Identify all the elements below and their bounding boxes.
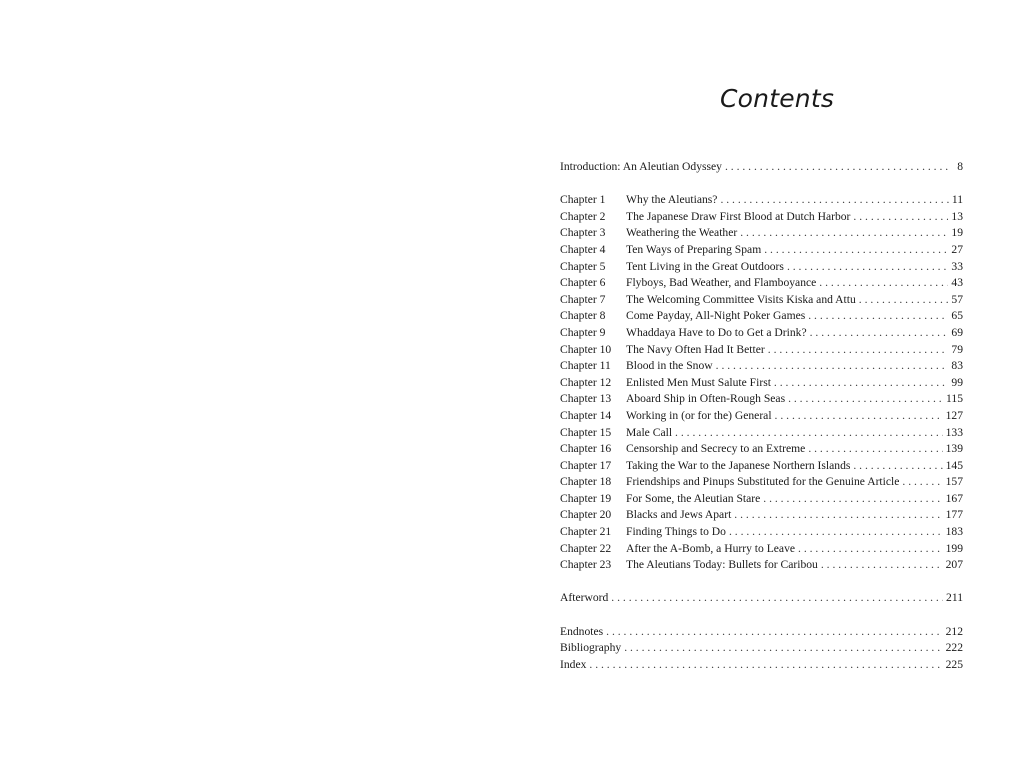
- chapter-title: Working in (or for the) General: [626, 408, 772, 422]
- toc-entry-chapter: [560, 474, 963, 491]
- dot-leader: [788, 391, 943, 408]
- toc-entry-chapter: [560, 408, 963, 425]
- dot-leader: [810, 325, 949, 342]
- dot-leader: [763, 491, 942, 508]
- toc-entry-chapter: [560, 524, 963, 541]
- chapter-label: Chapter 10: [560, 342, 612, 356]
- chapter-label: Chapter 13: [560, 392, 612, 406]
- chapter-label: Chapter 22: [560, 541, 612, 555]
- toc-entry-chapter: [560, 192, 963, 209]
- chapter-label: Chapter 4: [560, 242, 606, 256]
- dot-leader: [768, 342, 949, 359]
- toc-entry-chapter: [560, 358, 963, 375]
- chapter-title: Flyboys, Bad Weather, and Flamboyance: [626, 276, 817, 290]
- chapter-title: Blacks and Jews Apart: [626, 508, 732, 522]
- chapter-label: Chapter 21: [560, 525, 612, 539]
- chapter-label: Chapter 12: [560, 375, 612, 389]
- chapter-title: Come Payday, All-Night Poker Games: [626, 309, 806, 323]
- toc-entry-title: Afterword: [560, 591, 609, 605]
- dot-leader: [716, 358, 949, 375]
- toc-entry-back-matter: [560, 640, 963, 657]
- dot-leader: [720, 192, 948, 209]
- chapter-label: Chapter 18: [560, 475, 612, 489]
- chapter-title: Tent Living in the Great Outdoors: [626, 259, 784, 273]
- dot-leader: [902, 474, 942, 491]
- chapter-title: Finding Things to Do: [626, 525, 726, 539]
- chapter-title: For Some, the Aleutian Stare: [626, 491, 761, 505]
- toc-entry-chapter: [560, 375, 963, 392]
- toc-entry-chapter: [560, 308, 963, 325]
- chapter-title: Whaddaya Have to Do to Get a Drink?: [626, 325, 807, 339]
- toc-entry-chapter: [560, 391, 963, 408]
- toc-entry-chapter: [560, 209, 963, 226]
- toc-entry-chapter: [560, 242, 963, 259]
- toc-entry-chapter: [560, 491, 963, 508]
- dot-leader: [774, 375, 948, 392]
- chapter-page: 133: [945, 425, 963, 439]
- chapter-label: Chapter 14: [560, 408, 612, 422]
- dot-leader: [819, 275, 948, 292]
- dot-leader: [808, 441, 942, 458]
- toc-entry-chapter: [560, 557, 963, 574]
- chapter-label: Chapter 9: [560, 325, 606, 339]
- chapter-title: Enlisted Men Must Salute First: [626, 375, 771, 389]
- chapter-label: Chapter 20: [560, 508, 612, 522]
- chapter-title: The Japanese Draw First Blood at Dutch Harbor: [626, 209, 851, 223]
- dot-leader: [821, 557, 943, 574]
- chapter-page: 177: [945, 508, 963, 522]
- chapter-label: Chapter 3: [560, 226, 606, 240]
- dot-leader: [606, 624, 942, 641]
- chapter-label: Chapter 19: [560, 491, 612, 505]
- back-matter-title: Bibliography: [560, 641, 622, 655]
- back-matter-page: 212: [945, 624, 963, 638]
- chapter-label: Chapter 15: [560, 425, 612, 439]
- back-matter-page: 225: [945, 657, 963, 671]
- table-of-contents: [560, 159, 963, 673]
- chapter-page: 83: [951, 359, 963, 373]
- page-title: Contents: [720, 84, 835, 113]
- back-matter-list: [560, 624, 963, 674]
- chapter-page: 79: [951, 342, 963, 356]
- right-page: [512, 0, 1024, 768]
- toc-entry-chapter: [560, 441, 963, 458]
- chapter-label: Chapter 23: [560, 558, 612, 572]
- dot-leader: [725, 159, 950, 176]
- chapter-page: 13: [951, 209, 963, 223]
- dot-leader: [853, 458, 942, 475]
- chapter-title: Ten Ways of Preparing Spam: [626, 242, 762, 256]
- chapter-title: Taking the War to the Japanese Northern Islands: [626, 458, 851, 472]
- chapter-page: 33: [951, 259, 963, 273]
- dot-leader: [589, 657, 942, 674]
- chapter-label: Chapter 7: [560, 292, 606, 306]
- chapter-page: 167: [945, 491, 963, 505]
- chapter-label: Chapter 17: [560, 458, 612, 472]
- dot-leader: [729, 524, 943, 541]
- chapter-page: 57: [951, 292, 963, 306]
- chapter-title: Male Call: [626, 425, 673, 439]
- chapter-title: Aboard Ship in Often-Rough Seas: [626, 392, 786, 406]
- toc-entry-chapter: [560, 342, 963, 359]
- chapter-page: 199: [945, 541, 963, 555]
- toc-entry-chapter: [560, 541, 963, 558]
- chapter-label: Chapter 11: [560, 359, 611, 373]
- dot-leader: [675, 425, 943, 442]
- toc-entry-page: 211: [946, 591, 963, 605]
- chapter-title: Censorship and Secrecy to an Extreme: [626, 442, 806, 456]
- dot-leader: [624, 640, 942, 657]
- chapter-page: 207: [945, 558, 963, 572]
- chapter-page: 127: [945, 408, 963, 422]
- toc-entry-chapter: [560, 259, 963, 276]
- chapter-page: 99: [951, 375, 963, 389]
- toc-entry-chapter: [560, 458, 963, 475]
- dot-leader: [808, 308, 948, 325]
- chapter-page: 139: [945, 442, 963, 456]
- chapter-page: 157: [945, 475, 963, 489]
- chapter-list: [560, 192, 963, 574]
- toc-entry-back-matter: [560, 624, 963, 641]
- dot-leader: [764, 242, 948, 259]
- toc-entry-page: 8: [957, 160, 963, 173]
- chapter-label: Chapter 2: [560, 209, 606, 223]
- chapter-page: 183: [945, 525, 963, 539]
- dot-leader: [859, 292, 949, 309]
- chapter-page: 27: [951, 242, 963, 256]
- chapter-page: 65: [951, 309, 963, 323]
- chapter-page: 43: [951, 276, 963, 290]
- dot-leader: [775, 408, 943, 425]
- chapter-page: 69: [951, 325, 963, 339]
- toc-entry-chapter: [560, 292, 963, 309]
- chapter-title: Why the Aleutians?: [626, 193, 718, 207]
- dot-leader: [734, 507, 942, 524]
- toc-entry-chapter: [560, 225, 963, 242]
- toc-entry-title: Introduction: An Aleutian Odyssey: [560, 160, 722, 173]
- chapter-label: Chapter 8: [560, 309, 606, 323]
- back-matter-title: Index: [560, 657, 587, 671]
- chapter-page: 145: [945, 458, 963, 472]
- chapter-title: After the A-Bomb, a Hurry to Leave: [626, 541, 796, 555]
- dot-leader: [787, 259, 948, 276]
- chapter-page: 115: [946, 392, 963, 406]
- toc-entry-afterword: [560, 590, 963, 607]
- toc-entry-back-matter: [560, 657, 963, 674]
- dot-leader: [740, 225, 948, 242]
- chapter-title: The Aleutians Today: Bullets for Caribou: [626, 558, 818, 572]
- dot-leader: [611, 590, 943, 607]
- chapter-page: 11: [951, 193, 963, 207]
- toc-entry-chapter: [560, 275, 963, 292]
- chapter-title: The Navy Often Had It Better: [626, 342, 765, 356]
- chapter-label: Chapter 1: [560, 193, 606, 207]
- back-matter-title: Endnotes: [560, 624, 604, 638]
- chapter-title: Friendships and Pinups Substituted for the Genuine Article: [626, 475, 900, 489]
- chapter-title: Weathering the Weather: [626, 226, 738, 240]
- toc-entry-chapter: [560, 325, 963, 342]
- dot-leader: [798, 541, 943, 558]
- back-matter-page: 222: [945, 641, 963, 655]
- toc-entry-introduction: [560, 159, 963, 176]
- dot-leader: [853, 209, 948, 226]
- chapter-title: Blood in the Snow: [626, 359, 713, 373]
- toc-entry-chapter: [560, 507, 963, 524]
- chapter-title: The Welcoming Committee Visits Kiska and Attu: [626, 292, 856, 306]
- chapter-page: 19: [951, 226, 963, 240]
- toc-entry-chapter: [560, 425, 963, 442]
- chapter-label: Chapter 16: [560, 442, 612, 456]
- chapter-label: Chapter 6: [560, 276, 606, 290]
- chapter-label: Chapter 5: [560, 259, 606, 273]
